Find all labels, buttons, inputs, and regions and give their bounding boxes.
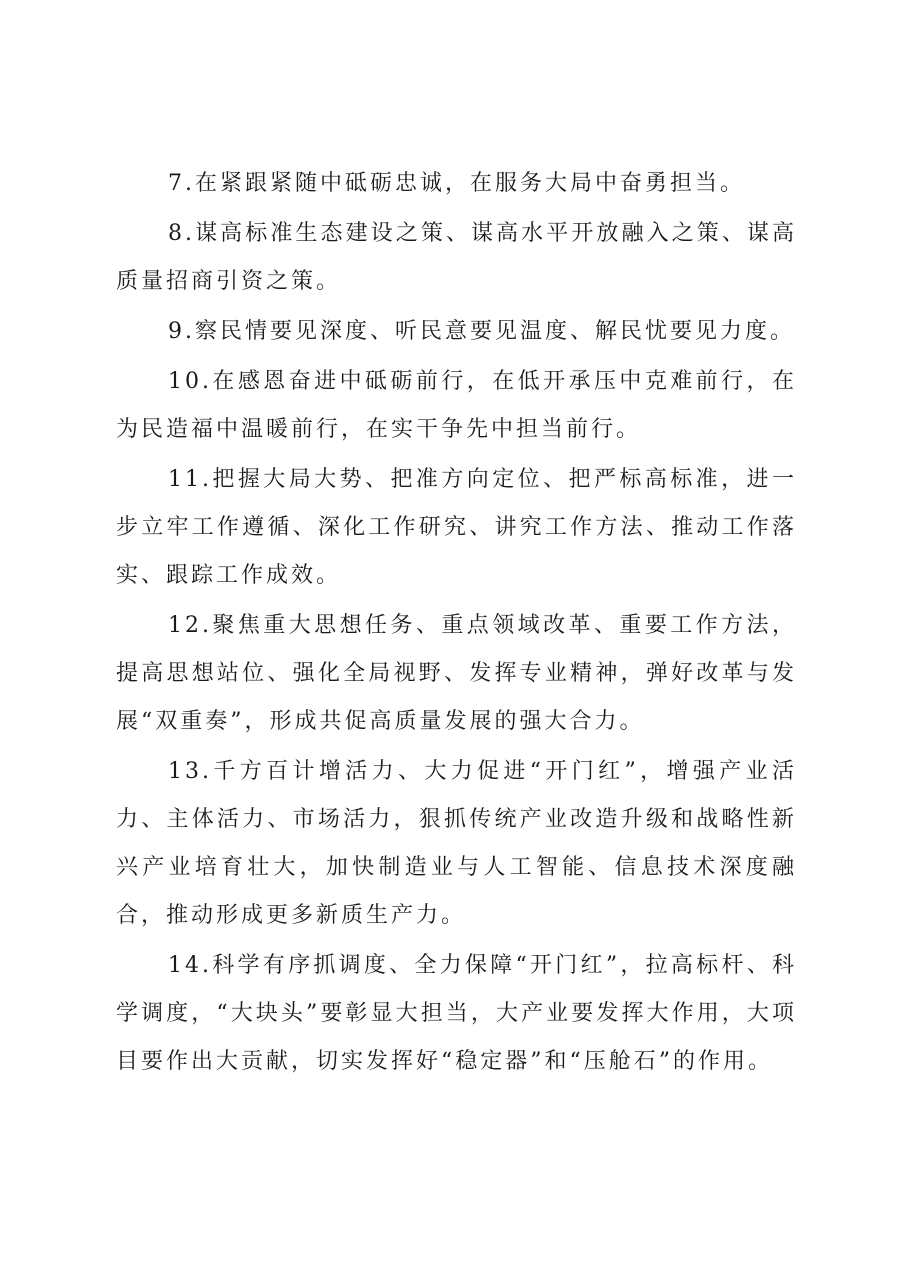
paragraph-7: 7.在紧跟紧随中砥砺忠诚，在服务大局中奋勇担当。 [168,171,745,196]
paragraph-9: 9.察民情要见深度、听民意要见温度、解民忧要见力度。 [168,319,795,344]
paragraph-10: 10.在感恩奋进中砥砺前行，在低开承压中克难前行，在为民造福中温暖前行，在实干争先中担当前行。 [116,369,797,442]
paragraph-14: 14.科学有序抓调度、全力保障“开门红”，拉高标杆、科学调度，“大块头”要彰显大担当，大产业要发挥大作用，大项目要作出大贡献，切实发挥好“稳定器”和“压舱石”的作用。 [116,953,797,1074]
document-body [116,160,797,1088]
paragraph-8: 8.谋高标准生态建设之策、谋高水平开放融入之策、谋高质量招商引资之策。 [116,221,797,294]
paragraph-12: 12.聚焦重大思想任务、重点领域改革、重要工作方法，提高思想站位、强化全局视野、发挥专业精神，弹好改革与发展“双重奏”，形成共促高质量发展的强大合力。 [116,613,797,734]
paragraph-13: 13.千方百计增活力、大力促进“开门红”，增强产业活力、主体活力、市场活力，狠抓传统产业改造升级和战略性新兴产业培育壮大，加快制造业与人工智能、信息技术深度融合，推动形成更多新质生产力。 [116,759,797,928]
paragraph-11: 11.把握大局大势、把准方向定位、把严标高标准，进一步立牢工作遵循、深化工作研究、讲究工作方法、推动工作落实、跟踪工作成效。 [116,467,797,588]
